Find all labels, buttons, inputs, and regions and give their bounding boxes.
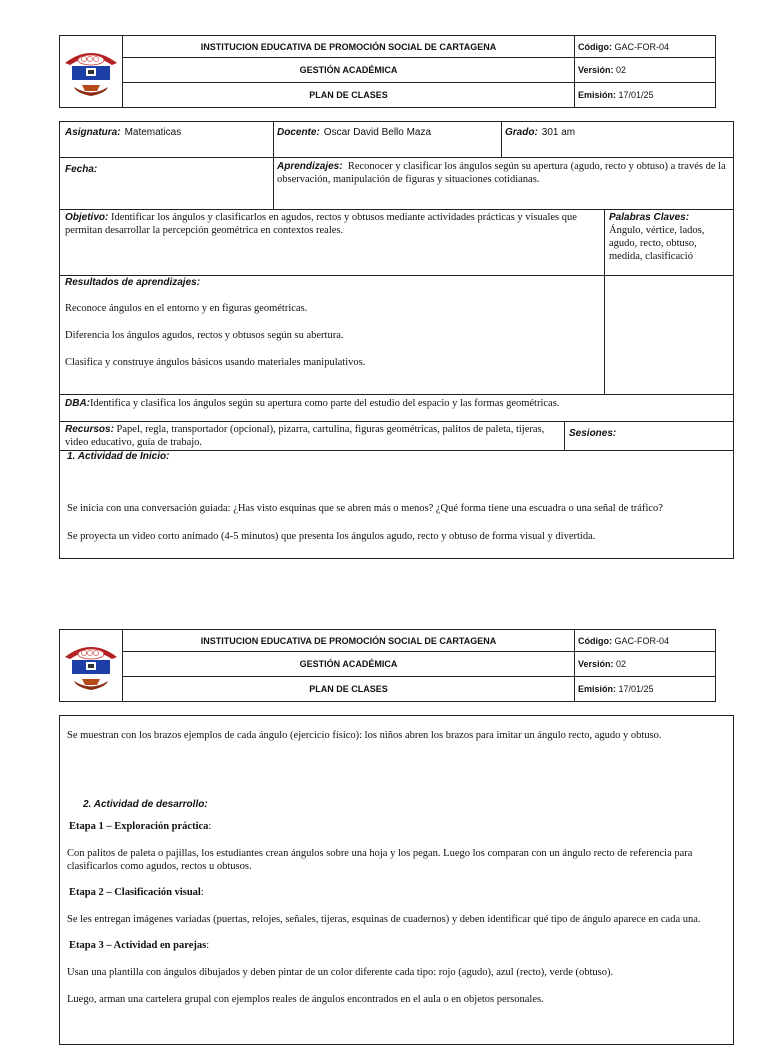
sessions-cell	[569, 423, 729, 441]
page2-content	[67, 729, 729, 1006]
emission-field	[575, 82, 716, 107]
activity1-paragraph-2: Se proyecta un video corto animado (4-5 minutos) que presenta los ángulos agudo, recto y obtuso de forma visual y divertida.	[67, 531, 596, 542]
objective-cell	[65, 211, 602, 237]
document-header	[59, 35, 716, 108]
emission-field	[575, 676, 716, 701]
results-label: Resultados de aprendizajes:	[65, 277, 201, 288]
version-field	[575, 58, 716, 82]
learning-value: Reconocer y clasificar los ángulos según su apertura (agudo, recto y obtuso) a través de la observación, manipulación de figuras y situaciones cotidianas.	[277, 161, 726, 185]
stage1-title: Etapa 1 – Exploración práctica	[69, 821, 209, 832]
sessions-label: Sesiones:	[569, 428, 617, 439]
learning-cell	[277, 160, 727, 186]
stage3-heading	[67, 939, 729, 952]
resources-value: Papel, regla, transportador (opcional), pizarra, cartulina, figuras geométricas, palitos de paleta, tijeras, video educativo, guía de trabajo.	[65, 424, 545, 448]
code-label: Código:	[578, 635, 612, 646]
page2-intro: Se muestran con los brazos ejemplos de cada ángulo (ejercicio físico): los niños abren los brazos para imitar un ángulo recto, agudo y obtuso.	[67, 730, 662, 741]
version-value: 02	[616, 64, 627, 75]
stage1-colon: :	[208, 821, 212, 832]
activity1-title: 1. Actividad de Inicio:	[67, 451, 170, 462]
stage2-text: Se les entregan imágenes variadas (puertas, relojes, señales, tijeras, esquinas de cuadernos) y deben identificar qué tipo de ángulo aparece en cada una.	[67, 914, 701, 925]
result-item: Diferencia los ángulos agudos, rectos y obtusos según su abertura.	[65, 330, 344, 341]
dba-value: Identifica y clasifica los ángulos según su apertura como parte del estudio del espacio y las formas geométricas.	[90, 398, 560, 409]
version-label: Versión:	[578, 64, 614, 75]
doc-title: PLAN DE CLASES	[123, 82, 575, 107]
dba-cell	[65, 397, 730, 410]
code-label: Código:	[578, 41, 612, 52]
code-field	[575, 36, 716, 58]
result-item: Reconoce ángulos en el entorno y en figuras geométricas.	[65, 303, 308, 314]
school-crest-logo	[60, 630, 123, 702]
keywords-label: Palabras Claves:	[609, 212, 690, 223]
grade-value: 301 am	[541, 127, 576, 138]
date-cell	[65, 159, 270, 177]
institution-name: INSTITUCION EDUCATIVA DE PROMOCIÓN SOCIAL DE CARTAGENA	[123, 36, 575, 58]
emission-label: Emisión:	[578, 89, 617, 100]
code-value: GAC-FOR-04	[614, 635, 670, 646]
grade-cell	[505, 122, 730, 140]
stage3-text-2: Luego, arman una cartelera grupal con ejemplos reales de ángulos encontrados en el aula o en objetos personales.	[67, 994, 544, 1005]
stage2-colon: :	[200, 887, 204, 898]
subject-cell	[65, 122, 270, 140]
area-name: GESTIÓN ACADÉMICA	[123, 58, 575, 82]
teacher-value: Oscar David Bello Maza	[323, 127, 432, 138]
code-field	[575, 630, 716, 652]
learning-label: Aprendizajes:	[277, 161, 343, 172]
dba-label: DBA:	[65, 398, 90, 409]
resources-cell	[65, 423, 562, 449]
activity2-title: 2. Actividad de desarrollo:	[83, 799, 208, 810]
version-value: 02	[616, 658, 627, 669]
objective-label: Objetivo:	[65, 212, 109, 223]
objective-value: Identificar los ángulos y clasificarlos en agudos, rectos y obtusos mediante actividades prácticas y visuales que permitan desarrollar la percepción geométrica en contextos reales.	[65, 212, 577, 236]
teacher-cell	[277, 122, 499, 140]
stage3-text-1: Usan una plantilla con ángulos dibujados y deben pintar de un color diferente cada tipo: rojo (agudo), azul (recto), verde (obtuso).	[67, 967, 614, 978]
version-field	[575, 652, 716, 676]
activity1-cell	[67, 451, 729, 543]
stage3-colon: :	[206, 940, 210, 951]
school-crest-logo	[60, 36, 123, 108]
emission-value: 17/01/25	[618, 683, 654, 694]
activity1-paragraph-1: Se inicia con una conversación guiada: ¿Has visto esquinas que se abren más o menos? ¿Qué forma tiene una escuadra o una señal de tráfico?	[67, 503, 663, 514]
date-label: Fecha:	[65, 164, 98, 175]
version-label: Versión:	[578, 658, 614, 669]
subject-label: Asignatura:	[65, 127, 121, 138]
keywords-cell	[609, 211, 731, 263]
doc-title: PLAN DE CLASES	[123, 676, 575, 701]
results-cell	[65, 277, 602, 369]
document-header-page-2	[59, 629, 716, 702]
grade-label: Grado:	[505, 127, 538, 138]
stage2-heading	[67, 886, 729, 899]
teacher-label: Docente:	[277, 127, 320, 138]
area-name: GESTIÓN ACADÉMICA	[123, 652, 575, 676]
resources-label: Recursos:	[65, 424, 114, 435]
stage1-heading	[67, 820, 729, 833]
code-value: GAC-FOR-04	[614, 41, 670, 52]
stage1-text: Con palitos de paleta o pajillas, los estudiantes crean ángulos sobre una hoja y los pegan. Luego los comparan con un ángulo recto de referencia para clasificarlos como agudos, rectos u obtusos.	[67, 848, 693, 872]
keywords-value: Ángulo, vértice, lados, agudo, recto, obtuso, medida, clasificació	[609, 225, 705, 262]
emission-value: 17/01/25	[618, 89, 654, 100]
subject-value: Matematicas	[124, 127, 182, 138]
stage3-title: Etapa 3 – Actividad en parejas	[69, 940, 207, 951]
stage2-title: Etapa 2 – Clasificación visual	[69, 887, 201, 898]
result-item: Clasifica y construye ángulos básicos usando materiales manipulativos.	[65, 357, 366, 368]
emission-label: Emisión:	[578, 683, 617, 694]
institution-name: INSTITUCION EDUCATIVA DE PROMOCIÓN SOCIAL DE CARTAGENA	[123, 630, 575, 652]
